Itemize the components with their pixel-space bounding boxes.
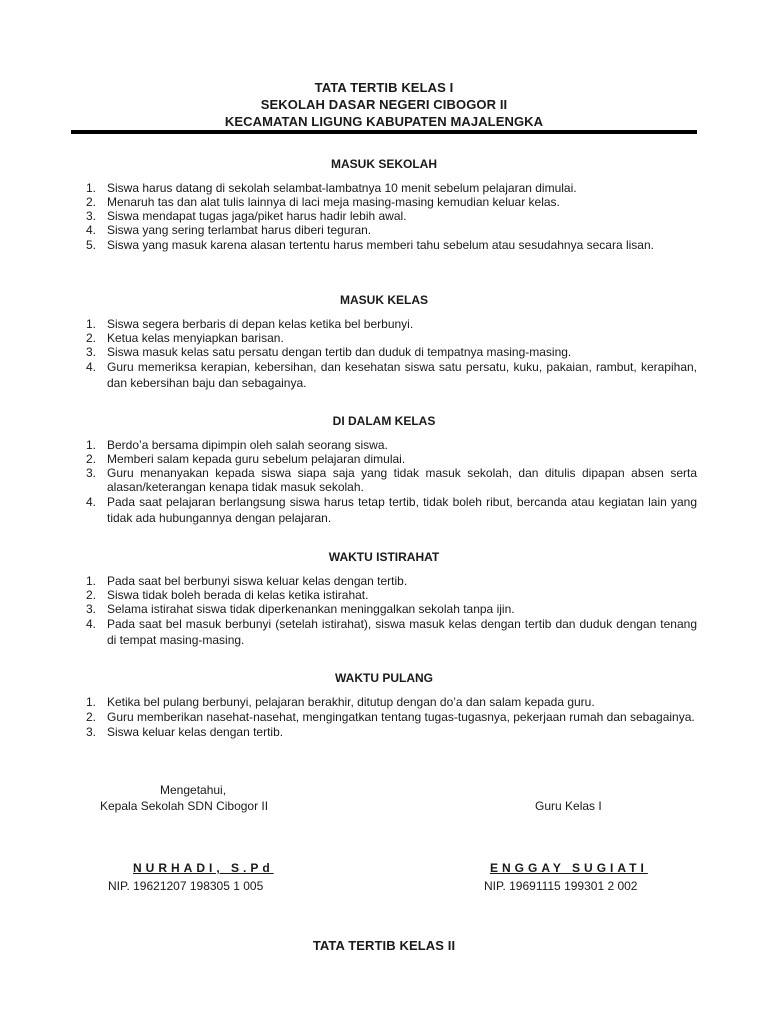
document-header: [0, 79, 768, 130]
list-item: [0, 331, 697, 345]
item-number: 1.: [86, 695, 97, 709]
item-text: Pada saat bel berbunyi siswa keluar kelas dengan tertib.: [107, 574, 408, 588]
item-number: 4.: [86, 617, 97, 631]
item-text: Ketua kelas menyiapkan barisan.: [107, 331, 284, 345]
item-text: Guru memeriksa kerapian, kebersihan, dan kesehatan siswa satu persatu, kuku, pakaian, rambut, kerapihan, dan kebersihan baju dan sebagainya.: [107, 360, 697, 390]
principal-name: NURHADI, S.Pd: [133, 861, 274, 875]
item-number: 2.: [86, 452, 97, 466]
list-item: [0, 709, 697, 725]
item-text: Siswa keluar kelas dengan tertib.: [107, 725, 284, 739]
section-di-dalam-kelas: [0, 414, 768, 526]
item-number: 5.: [86, 238, 97, 252]
item-text: Siswa yang sering terlambat harus diberi teguran.: [107, 223, 372, 237]
item-text: Berdo’a bersama dipimpin oleh salah seorang siswa.: [107, 438, 388, 452]
item-text: Siswa mendapat tugas jaga/piket harus hadir lebih awal.: [107, 209, 407, 223]
item-text: Memberi salam kepada guru sebelum pelajaran dimulai.: [107, 452, 406, 466]
list-item: [0, 345, 697, 359]
section-waktu-pulang: [0, 671, 768, 739]
rule-list: [0, 574, 768, 648]
list-item: [0, 588, 697, 602]
rule-list: [0, 181, 768, 253]
item-number: 3.: [86, 466, 97, 480]
rule-list: [0, 317, 768, 391]
list-item: [0, 223, 697, 237]
item-number: 1.: [86, 181, 97, 195]
section-title: MASUK KELAS: [339, 293, 428, 307]
item-number: 3.: [86, 209, 97, 223]
item-number: 4.: [86, 360, 97, 374]
section-masuk-sekolah: [0, 157, 768, 253]
list-item: [0, 695, 697, 709]
item-text: Ketika bel pulang berbunyi, pelajaran berakhir, ditutup dengan do’a dan salam kepada guru.: [107, 695, 595, 709]
item-number: 1.: [86, 438, 97, 452]
item-number: 2.: [86, 331, 97, 345]
teacher-name: ENGGAY SUGIATI: [490, 861, 648, 875]
item-text: Siswa masuk kelas satu persatu dengan tertib dan duduk di tempatnya masing-masing.: [107, 345, 572, 359]
list-item: [0, 616, 697, 648]
list-item: [0, 494, 697, 526]
school-name: SEKOLAH DASAR NEGERI CIBOGOR II: [260, 97, 508, 112]
list-item: [0, 195, 697, 209]
teacher-role: Guru Kelas I: [535, 799, 602, 813]
school-district: KECAMATAN LIGUNG KABUPATEN MAJALENGKA: [224, 114, 544, 129]
section-title: MASUK SEKOLAH: [330, 157, 437, 171]
item-text: Guru memberikan nasehat-nasehat, mengingatkan tentang tugas-tugasnya, pekerjaan rumah dan sebagainya.: [107, 710, 695, 724]
item-number: 3.: [86, 602, 97, 616]
item-number: 2.: [86, 195, 97, 209]
rule-list: [0, 695, 768, 739]
principal-role: Kepala Sekolah SDN Cibogor II: [100, 799, 269, 813]
list-item: [0, 181, 697, 195]
item-text: Siswa harus datang di sekolah selambat-lambatnya 10 menit sebelum pelajaran dimulai.: [107, 181, 577, 195]
list-item: [0, 317, 697, 331]
list-item: [0, 452, 697, 466]
item-number: 1.: [86, 317, 97, 331]
header-divider: [71, 130, 697, 134]
section-title: WAKTU ISTIRAHAT: [328, 550, 440, 564]
list-item: [0, 466, 697, 494]
list-item: [0, 209, 697, 223]
item-number: 3.: [86, 345, 97, 359]
section-waktu-istirahat: [0, 550, 768, 648]
document-title: TATA TERTIB KELAS I: [314, 80, 454, 95]
item-text: Siswa tidak boleh berada di kelas ketika istirahat.: [107, 588, 369, 602]
item-text: Menaruh tas dan alat tulis lainnya di laci meja masing-masing kemudian keluar kelas.: [107, 195, 560, 209]
item-text: Siswa segera berbaris di depan kelas ketika bel berbunyi.: [107, 317, 414, 331]
item-number: 4.: [86, 495, 97, 509]
item-number: 4.: [86, 223, 97, 237]
section-title: DI DALAM KELAS: [332, 414, 436, 428]
list-item: [0, 574, 697, 588]
list-item: [0, 359, 697, 391]
list-item: [0, 438, 697, 452]
section-title: WAKTU PULANG: [335, 671, 433, 685]
item-text: Siswa yang masuk karena alasan tertentu harus memberi tahu sebelum atau sesudahnya secara lisan.: [107, 238, 654, 252]
list-item: [0, 725, 697, 739]
section-masuk-kelas: [0, 293, 768, 391]
item-text: Selama istirahat siswa tidak diperkenankan meninggalkan sekolah tanpa ijin.: [107, 602, 515, 616]
rule-list: [0, 438, 768, 526]
principal-nip: NIP. 19621207 198305 1 005: [108, 879, 264, 893]
item-number: 2.: [86, 710, 97, 724]
item-number: 1.: [86, 574, 97, 588]
list-item: [0, 602, 697, 616]
item-text: Pada saat bel masuk berbunyi (setelah istirahat), siswa masuk kelas dengan tertib dan duduk dengan tenang di tempat masing-masing.: [107, 617, 697, 647]
next-document-title: TATA TERTIB KELAS II: [312, 938, 456, 953]
list-item: [0, 237, 697, 253]
item-text: Guru menanyakan kepada siswa siapa saja yang tidak masuk sekolah, dan ditulis dipapan absen serta alasan/keterangan kenapa tidak masuk sekolah.: [107, 466, 697, 494]
item-number: 3.: [86, 725, 97, 739]
acknowledged-label: Mengetahui,: [160, 783, 227, 797]
item-number: 2.: [86, 588, 97, 602]
item-text: Pada saat pelajaran berlangsung siswa harus tetap tertib, tidak boleh ribut, bercanda atau kegiatan lain yang tidak ada hubungannya dengan pelajaran.: [107, 495, 697, 525]
teacher-nip: NIP. 19691115 199301 2 002: [484, 879, 638, 893]
